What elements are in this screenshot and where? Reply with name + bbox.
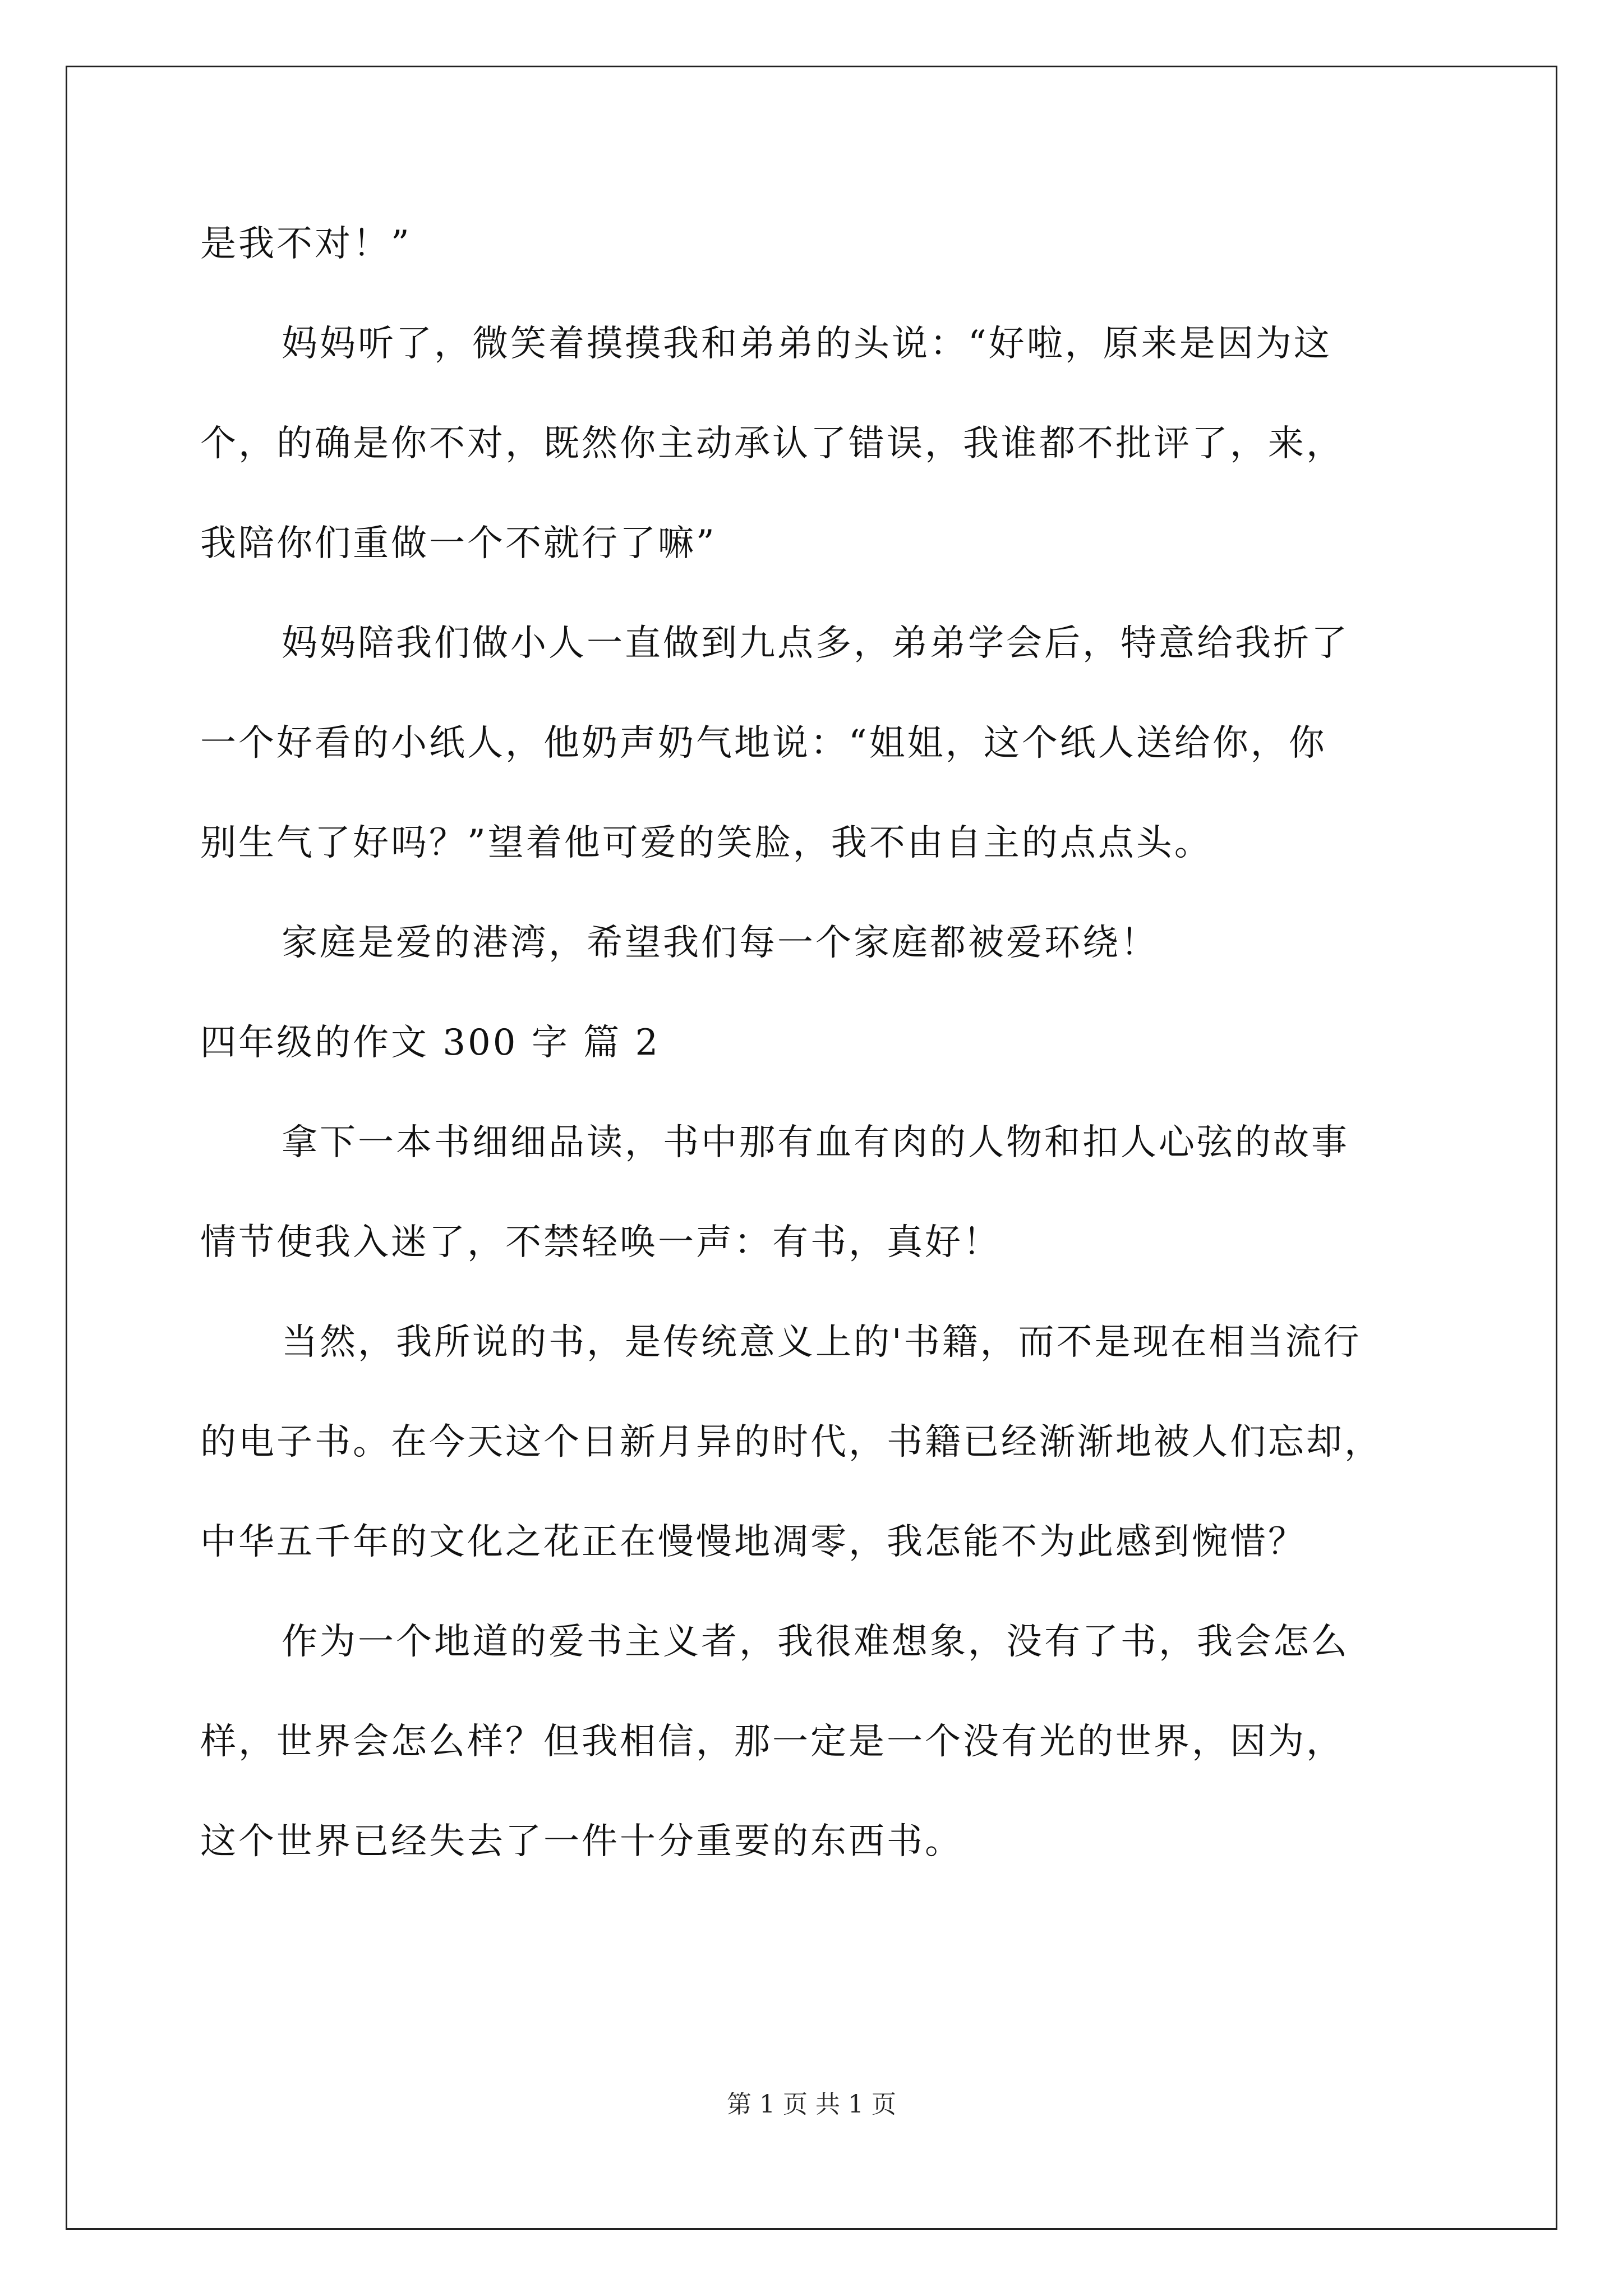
text-line: 家庭是爱的港湾，希望我们每一个家庭都被爱环绕！: [282, 922, 1159, 964]
text-line: 是我不对！”: [200, 223, 412, 265]
text-line: 个，的确是你不对，既然你主动承认了错误，我谁都不批评了，来，: [200, 423, 1344, 464]
text-line: 妈妈听了，微笑着摸摸我和弟弟的头说：“好啦，原来是因为这: [282, 323, 1332, 365]
section-heading: 四年级的作文 300 字 篇 2: [200, 1022, 661, 1064]
document-body: [200, 213, 1468, 1911]
text-line: 当然，我所说的书，是传统意义上的'书籍，而不是现在相当流行: [282, 1322, 1362, 1363]
text-line: 一个好看的小纸人，他奶声奶气地说：“姐姐，这个纸人送给你，你: [200, 723, 1327, 764]
text-line: 妈妈陪我们做小人一直做到九点多，弟弟学会后，特意给我折了: [282, 623, 1349, 664]
text-line: 的电子书。在今天这个日新月异的时代，书籍已经渐渐地被人们忘却，: [200, 1421, 1382, 1463]
text-line: 我陪你们重做一个不就行了嘛”: [200, 523, 717, 564]
text-line: 别生气了好吗？”望着他可爱的笑脸，我不由自主的点点头。: [200, 822, 1212, 864]
text-line: 情节使我入迷了，不禁轻唤一声：有书，真好！: [200, 1222, 1001, 1263]
text-line: 样，世界会怎么样？但我相信，那一定是一个没有光的世界，因为，: [200, 1721, 1344, 1763]
text-line: 作为一个地道的爱书主义者，我很难想象，没有了书，我会怎么: [282, 1621, 1349, 1663]
text-line: 拿下一本书细细品读，书中那有血有肉的人物和扣人心弦的故事: [282, 1122, 1349, 1163]
text-line: 中华五千年的文化之花正在慢慢地凋零，我怎能不为此感到惋惜？: [200, 1521, 1306, 1563]
page-number-footer: 第 1 页 共 1 页: [727, 2090, 896, 2119]
text-line: 这个世界已经失去了一件十分重要的东西书。: [200, 1821, 963, 1862]
